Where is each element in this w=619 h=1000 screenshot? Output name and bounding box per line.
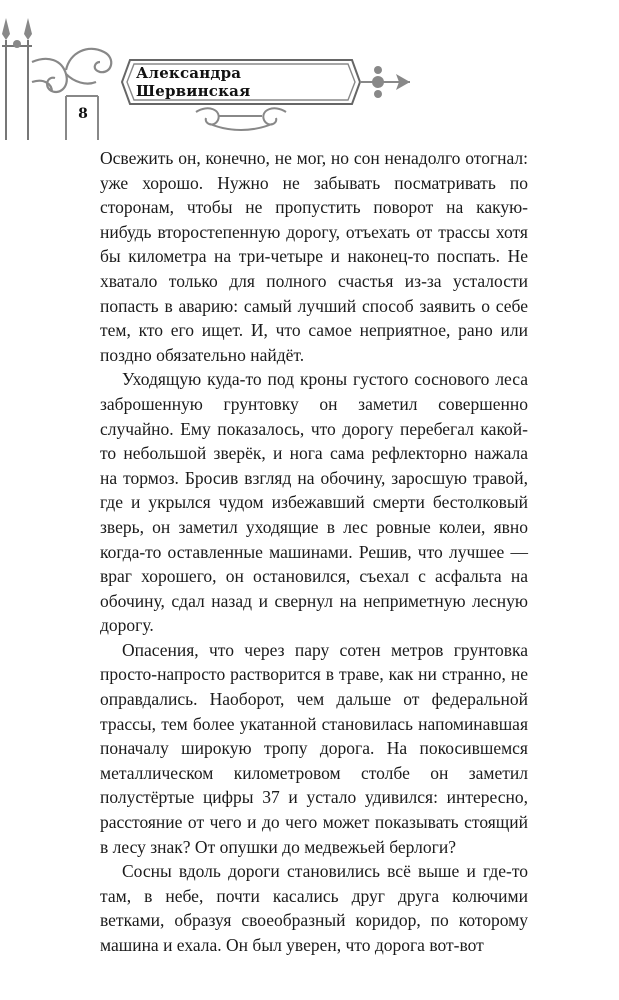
- paragraph: Освежить он, конечно, не мог, но сон ненадолго отогнал: уже хорошо. Нужно не забывать посматривать по сторонам, чтобы не пропустить поворот на какую-нибудь второстепенную дорогу, отъехать от трассы хотя бы километра на три-четыре и наконец-то поспать. Не хватало только для полного счастья из-за усталости попасть в аварию: самый лучший способ заявить о себе тем, кто его ищет. И, что самое неприятное, рано или поздно обязательно найдёт.: [100, 148, 528, 365]
- page-body: [100, 146, 528, 958]
- paragraph: Сосны вдоль дороги становились всё выше и где-то там, в небе, почти касались друг друга колючими ветками, образуя своеобразный коридор, по которому машина и ехала. Он был уверен, что дорога вот-вот: [100, 861, 528, 955]
- paragraph: Уходящую куда-то под кроны густого соснового леса заброшенную грунтовку он заметил совершенно случайно. Ему показалось, что дорогу перебегал какой-то небольшой зверёк, и нога сама рефлекторно нажала на тормоз. Бросив взгляд на обочину, заросшую травой, где и укрылся чудом избежавший смерти бестолковый зверь, он заметил уходящие в лес ровные колеи, явно когда-то оставленные машинами. Решив, что лучшее — враг хорошего, он остановился, съехал с асфальта на обочину, сдал назад и свернул на неприметную лесную дорогу.: [100, 369, 528, 636]
- paragraph: Опасения, что через пару сотен метров грунтовка просто-напросто растворится в траве, как ни странно, не оправдались. Наоборот, чем дальше от федеральной трассы, тем более укатанной становилась напоминавшая поначалу широкую тропу дорога. На покосившемся металлическом километровом столбе он заметил полустёртые цифры 37 и устало удивился: интересно, расстояние от чего и до чего может показывать стоящий в лесу знак? От опушки до медвежьей берлоги?: [100, 639, 528, 857]
- page-number: 8: [78, 106, 88, 122]
- running-head-author: Александра Шервинская: [136, 64, 251, 100]
